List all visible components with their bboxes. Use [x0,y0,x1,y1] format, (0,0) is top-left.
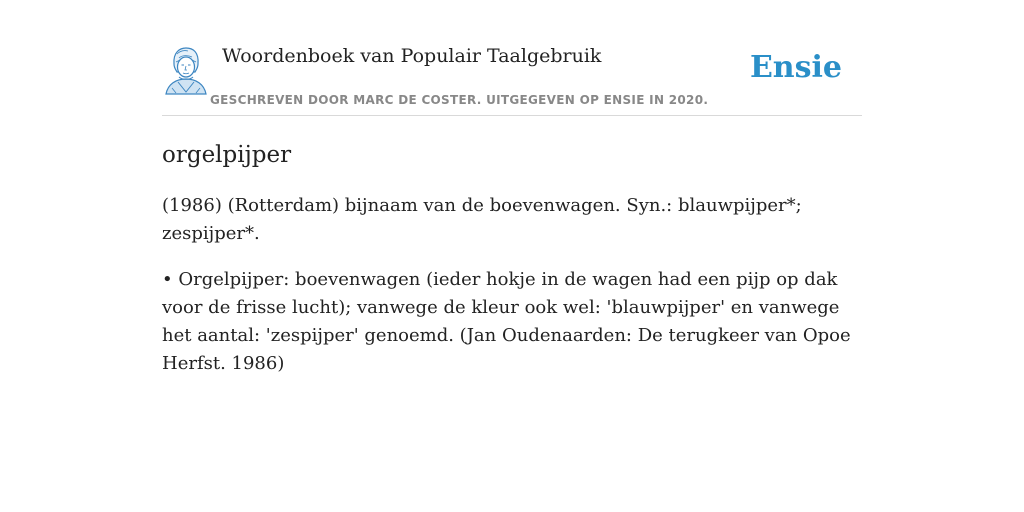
entry-citation: • Orgelpijper: boevenwagen (ieder hokje in de wagen had een pijp op dak voor de frisse lucht); vanwege de kleur ook wel: 'blauwpijper' en vanwege het aantal: 'zespijper' genoemd. (Jan Oudenaarden: De terugkeer van Opoe Herfst. 1986) [162,269,851,374]
book-title[interactable]: Woordenboek van Populair Taalgebruik [222,45,602,67]
ensie-logo-link[interactable]: Ensie [749,50,842,85]
page-container [162,0,862,378]
page-header [162,0,862,116]
entry-headword: orgelpijper [162,142,292,168]
author-byline: GESCHREVEN DOOR MARC DE COSTER. UITGEGEVEN OP ENSIE IN 2020. [210,93,709,107]
entry-definition: (1986) (Rotterdam) bijnaam van de boevenwagen. Syn.: blauwpijper*; zespijper*. [162,195,802,244]
author-portrait-icon [164,46,208,96]
